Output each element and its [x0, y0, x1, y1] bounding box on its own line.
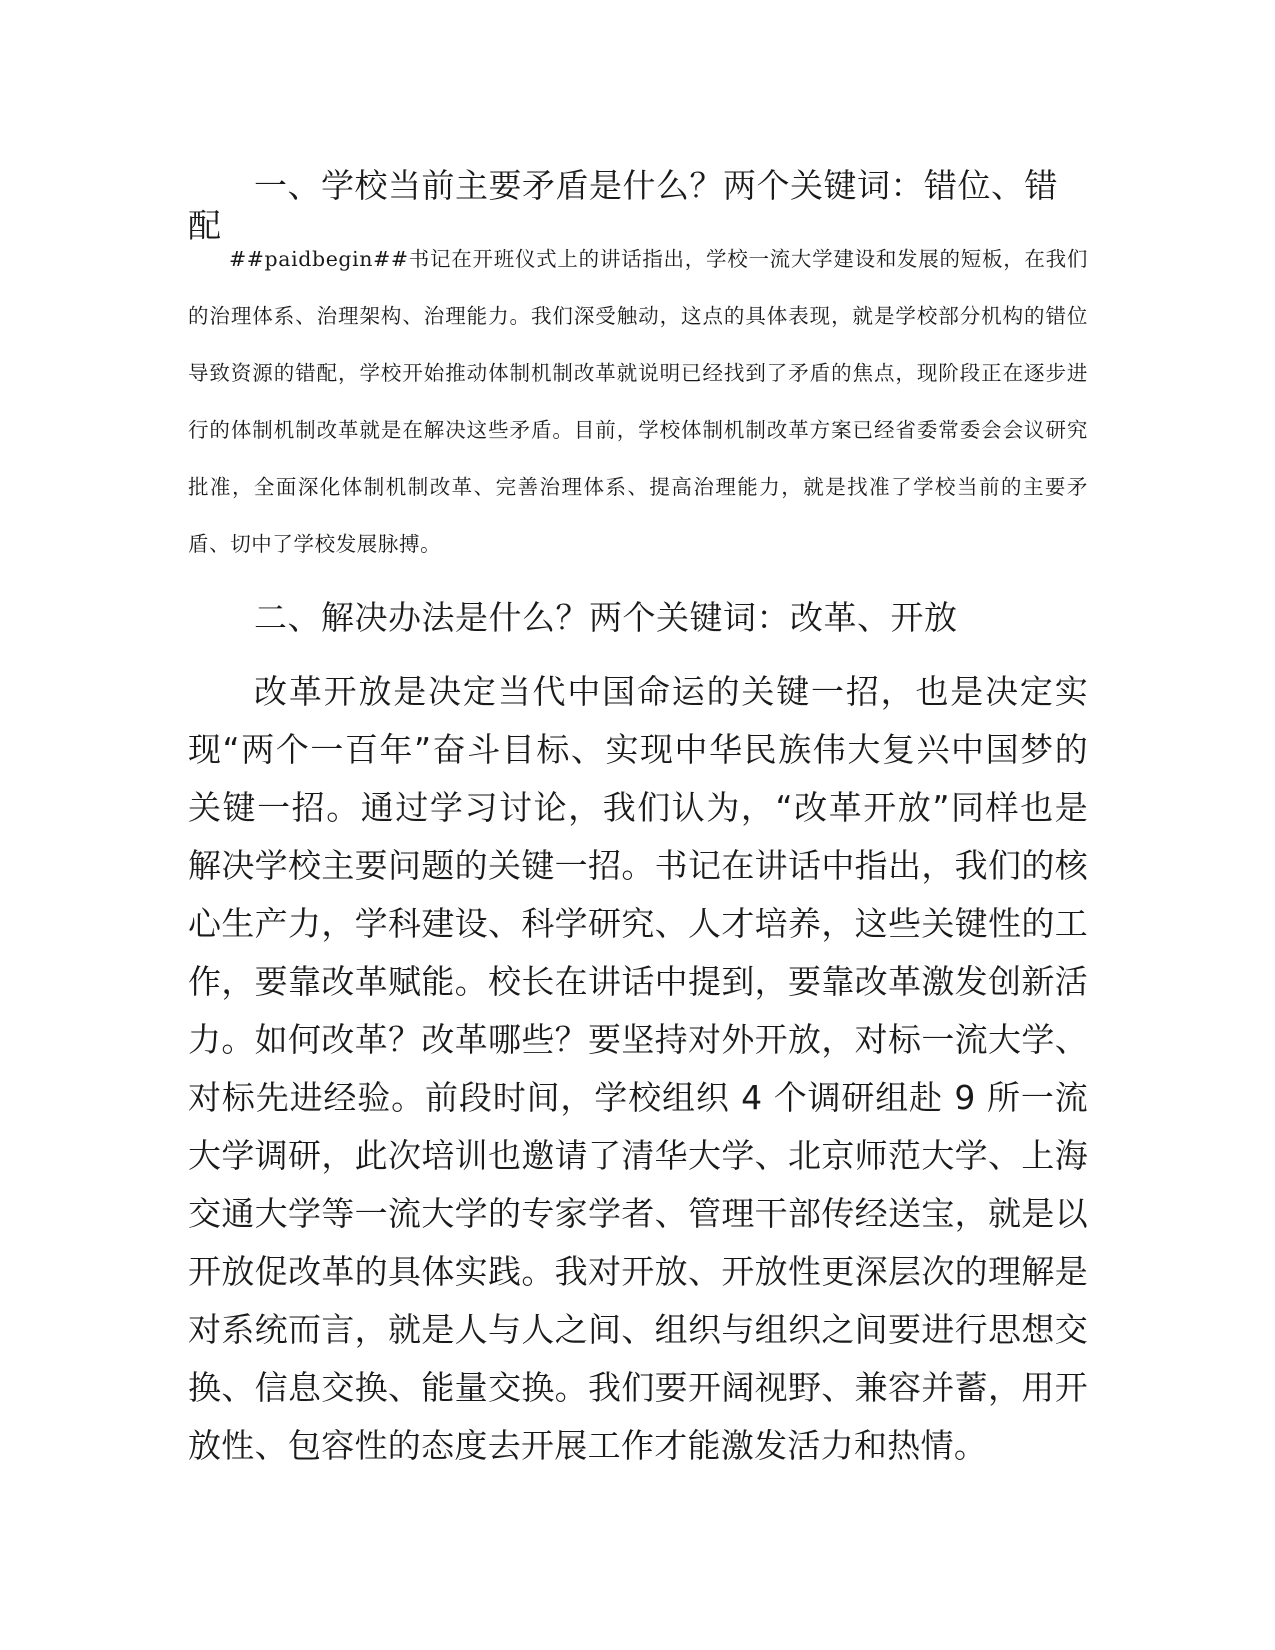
section-heading-2: 二、解决办法是什么？两个关键词：改革、开放	[254, 598, 958, 637]
section-heading-1: 一、学校当前主要矛盾是什么？两个关键词：错位、错配	[188, 166, 1058, 245]
section-paragraph-1: ##paidbegin##书记在开班仪式上的讲话指出，学校一流大学建设和发展的短板，在我们的治理体系、治理架构、治理能力。我们深受触动，这点的具体表现，就是学校部分机构的错位导致资源的错配，学校开始推动体制机制改革就说明已经找到了矛盾的焦点，现阶段正在逐步进行的体制机制改革就是在解决这些矛盾。目前，学校体制机制改革方案已经省委常委会会议研究批准，全面深化体制机制改革、完善治理体系、提高治理能力，就是找准了学校当前的主要矛盾、切中了学校发展脉搏。	[188, 247, 1088, 556]
section-paragraph-2: 改革开放是决定当代中国命运的关键一招，也是决定实现“两个一百年”奋斗目标、实现中华民族伟大复兴中国梦的关键一招。通过学习讨论，我们认为，“改革开放”同样也是解决学校主要问题的关键一招。书记在讲话中指出，我们的核心生产力，学科建设、科学研究、人才培养，这些关键性的工作，要靠改革赋能。校长在讲话中提到，要靠改革激发创新活力。如何改革？改革哪些？要坚持对外开放，对标一流大学、对标先进经验。前段时间，学校组织 4 个调研组赴 9 所一流大学调研，此次培训也邀请了清华大学、北京师范大学、上海交通大学等一流大学的专家学者、管理干部传经送宝，就是以开放促改革的具体实践。我对开放、开放性更深层次的理解是对系统而言，就是人与人之间、组织与组织之间要进行思想交换、信息交换、能量交换。我们要开阔视野、兼容并蓄，用开放性、包容性的态度去开展工作才能激发活力和热情。	[188, 672, 1088, 1465]
